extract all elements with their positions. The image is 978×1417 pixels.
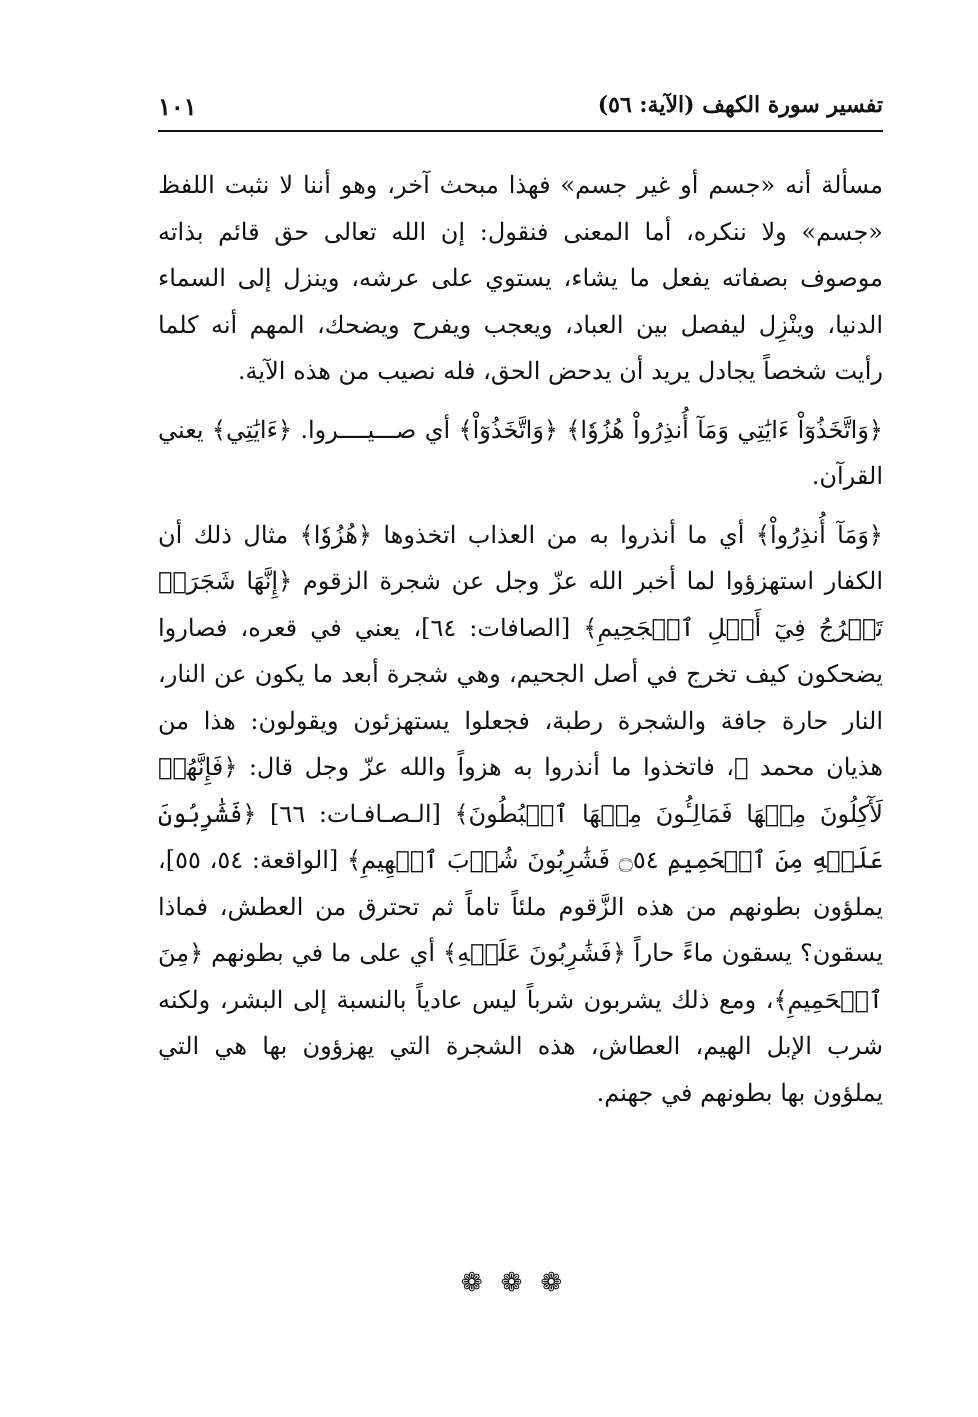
paragraph-3: ﴿وَمَآ أُنذِرُواْ﴾ أي ما أنذروا به من العذاب اتخذوها ﴿هُزُوٗا﴾ مثال ذلك أن الكفار استهزؤوا لما أخبر الله عزّ وجل عن شجرة الزقوم ﴿إِنَّهَا شَجَرَةٞ تَخۡرُجُ فِيٓ أَصۡلِ ٱلۡجَحِيمِ﴾ [الصافات: ٦٤]، يعني في قعره، فصاروا يضحكون كيف تخرج في أصل الجحيم، وهي شجرة أبعد ما يكون عن النار، النار حارة جافة والشجرة رطبة، فجعلوا يستهزئون ويقولون: هذا من هذيان محمد ﷺ، فاتخذوا ما أنذروا به هزواً والله عزّ وجل قال: ﴿فَإِنَّهُمۡ لَأٓكِلُونَ مِنۡهَا فَمَالِـُٔونَ مِنۡهَا ٱلۡبُطُونَ﴾ [الـصـافـات: ٦٦] ﴿فَشَٰرِبُونَ عَلَيۡهِ مِنَ ٱلۡحَمِيمِ ۝٥٤ فَشَٰرِبُونَ شُرۡبَ ٱلۡهِيمِ﴾ [الواقعة: ٥٤، ٥٥]، يملؤون بطونهم من هذه الزَّقوم ملئاً تاماً ثم تحترق من العطش، فماذا يسقون؟ يسقون ماءً حاراً ﴿فَشَٰرِبُونَ عَلَيۡهِ﴾ أي على ما في بطونهم ﴿مِنَ ٱلۡحَمِيمِ﴾، ومع ذلك يشربون شرباً ليس عادياً بالنسبة إلى البشر، ولكنه شرب الإبل الهيم، العطاش، هذه الشجرة التي يهزؤون بها هي التي يملؤون بها بطونهم في جهنم.: [158, 520, 884, 1107]
page-number: ١٠١: [158, 92, 197, 121]
running-title: تفسير سورة الكهف (الآية: ٥٦): [597, 92, 883, 118]
page-header: [158, 92, 883, 128]
paragraph-2: ﴿وَاتَّخَذُوٓاْ ءَايَٰتِي وَمَآ أُنذِرُواْ هُزُوٗا﴾ ﴿وَاتَّخَذُوٓاْ﴾ أي صـــيــــروا. ﴿ءَايَٰتِي﴾ يعني القرآن.: [158, 415, 883, 490]
header-divider: [158, 130, 883, 132]
paragraph-1: مسألة أنه «جسم أو غير جسم» فهذا مبحث آخر، وهو أننا لا نثبت اللفظ «جسم» ولا ننكره، أما المعنى فنقول: إن الله تعالى حق قائم بذاته موصوف بصفاته يفعل ما يشاء، يستوي على عرشه، وينزل إلى السماء الدنيا، وينْزِل ليفصل بين العباد، ويعجب ويفرح ويضحك، المهم أنه كلما رأيت شخصاً يجادل يريد أن يدحض الحق، فله نصيب من هذه الآية.: [158, 171, 883, 385]
body-text: [158, 162, 883, 1116]
section-end-ornament: ❁❁❁: [460, 1268, 581, 1298]
